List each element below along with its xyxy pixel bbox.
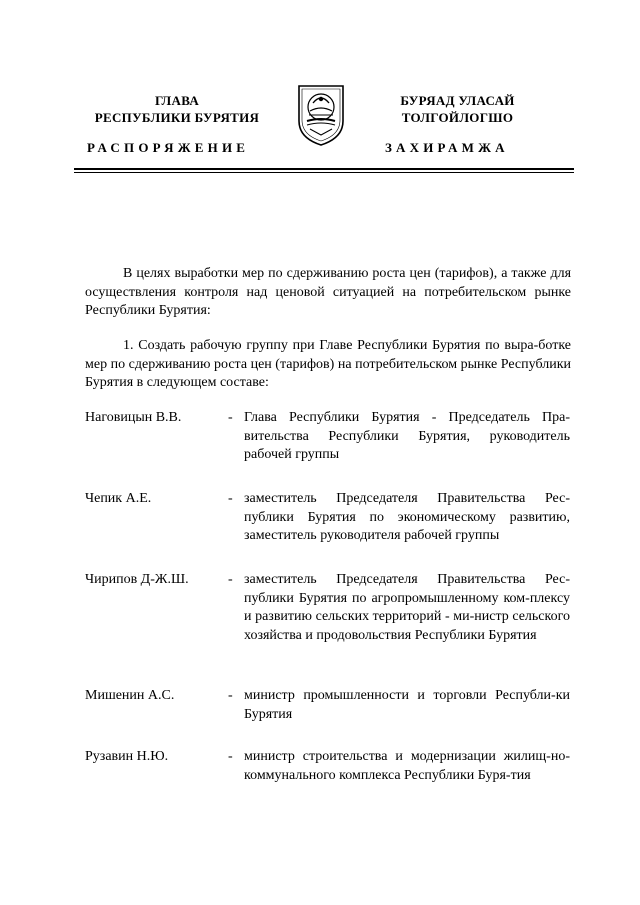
member-dash: -	[228, 688, 233, 703]
role-line: Глава Республики Бурятия - Председатель Пра-	[244, 410, 570, 425]
intro-line: В целях выработки мер по сдерживанию роста цен (тарифов), а также	[123, 266, 547, 281]
role-line: рабочей группы	[244, 447, 340, 462]
role-line: ки Бурятия	[244, 688, 570, 722]
intro-line: для осуществления контроля над ценовой ситуацией на потребительском	[85, 266, 572, 300]
member-row	[85, 409, 571, 469]
member-name: Мишенин А.С.	[85, 688, 175, 703]
item1-paragraph	[85, 337, 571, 393]
header-right-block	[370, 92, 545, 126]
member-name: Чепик А.Е.	[85, 491, 152, 506]
coat-of-arms-emblem	[296, 83, 346, 147]
header-right-line2: ТОЛГОЙЛОГШО	[401, 110, 514, 125]
member-role	[244, 748, 570, 785]
role-line: публики Бурятия по агропромышленному ком-	[244, 590, 530, 606]
role-line: тия	[510, 767, 531, 783]
member-name: Рузавин Н.Ю.	[85, 749, 169, 764]
role-line: плексу и развитию сельских территорий - ми-	[244, 590, 570, 624]
role-line: публики Бурятия по экономическому развитию,	[244, 509, 570, 525]
member-role	[244, 571, 570, 645]
role-line: заместитель Председателя Правительства Рес-	[244, 491, 570, 506]
header-left-line2: РЕСПУБЛИКИ БУРЯТИЯ	[94, 110, 260, 125]
member-name: Наговицын В.В.	[85, 410, 182, 425]
member-role	[244, 490, 570, 546]
header-left-block	[82, 92, 272, 126]
member-role	[244, 409, 570, 465]
intro-paragraph	[85, 265, 571, 321]
header-left-line1: ГЛАВА	[154, 93, 200, 108]
order-title-ru: РАСПОРЯЖЕНИЕ	[87, 140, 250, 155]
order-title-bur: ЗАХИРАМЖА	[385, 140, 509, 155]
role-line: министр промышленности и торговли Республи-	[244, 688, 556, 703]
role-line: нистр сельского хозяйства и продовольствия	[244, 609, 570, 643]
member-dash: -	[228, 572, 233, 587]
item1-line: ботке мер по сдерживанию роста цен (тарифов) на потребительском рынке	[85, 338, 571, 372]
member-row	[85, 687, 571, 727]
role-line: вительства Республики Бурятия, руководитель	[244, 428, 570, 444]
item1-line: 1. Создать рабочую группу при Главе Республики Бурятия по выра-	[123, 338, 539, 353]
member-dash: -	[228, 491, 233, 506]
header-rule-thick	[74, 168, 574, 170]
role-line: заместитель руководителя рабочей группы	[244, 528, 500, 543]
header-rule-thin	[74, 172, 574, 173]
member-row	[85, 571, 571, 666]
header-right-line1: БУРЯАД УЛАСАЙ	[400, 93, 515, 108]
member-dash: -	[228, 749, 233, 764]
member-role	[244, 687, 570, 724]
role-line: но-коммунального комплекса Республики Буря-	[244, 749, 570, 783]
member-row	[85, 748, 571, 808]
role-line: Республики Бурятия	[414, 627, 537, 643]
member-dash: -	[228, 410, 233, 425]
member-row	[85, 490, 571, 550]
role-line: министр строительства и модернизации жилищ-	[244, 749, 551, 764]
member-name: Чирипов Д-Ж.Ш.	[85, 572, 189, 587]
item1-line: Республики Бурятия в следующем составе:	[85, 356, 571, 390]
intro-line: рынке Республики Бурятия:	[85, 284, 572, 318]
role-line: заместитель Председателя Правительства Рес-	[244, 572, 570, 587]
